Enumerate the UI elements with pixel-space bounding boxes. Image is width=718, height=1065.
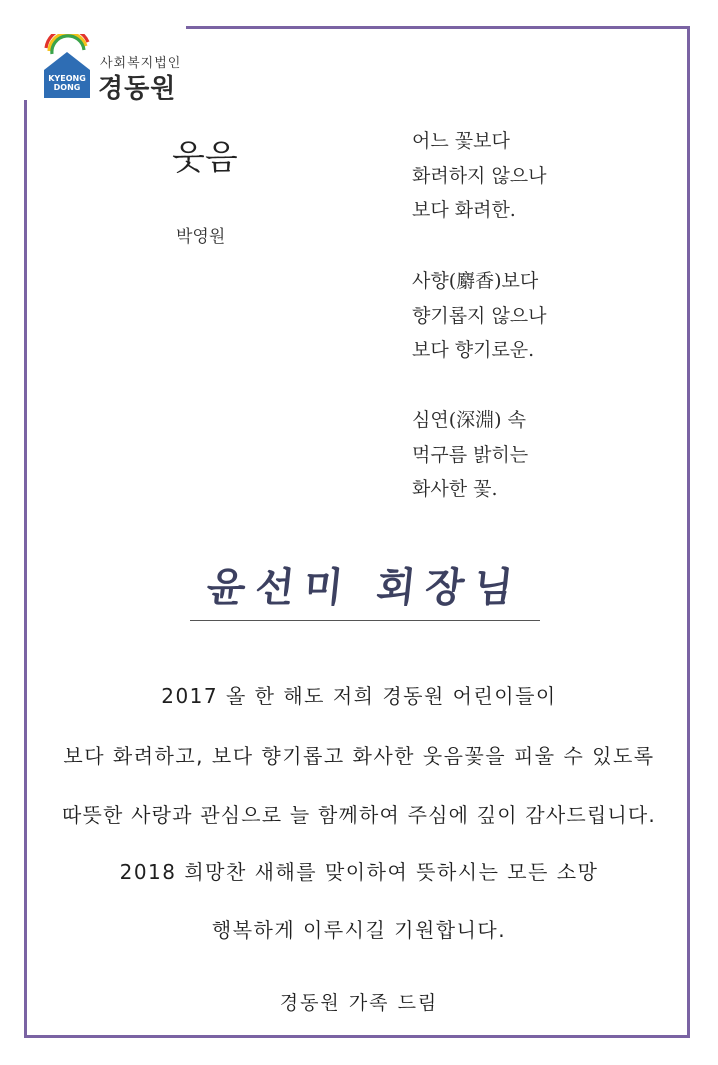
letter-line-4: 2018 희망찬 새해를 맞이하여 뜻하시는 모든 소망 (119, 860, 599, 884)
letter-line-3: 따뜻한 사랑과 관심으로 늘 함께하여 주심에 깊이 감사드립니다. (62, 803, 656, 827)
addressee-heading: 윤선미 회장님 (204, 565, 525, 611)
poem-line: 먹구름 밝히는 (412, 443, 529, 466)
addressee-underline (190, 620, 540, 621)
poem-line: 어느 꽃보다 (412, 130, 510, 152)
poem-title: 웃음 (172, 138, 238, 178)
poem-stanza-1 (412, 124, 547, 228)
letter-line-1: 2017 올 한 해도 저희 경동원 어린이들이 (161, 684, 557, 708)
letter-line-2: 보다 화려하고, 보다 향기롭고 화사한 웃음꽃을 피울 수 있도록 (63, 744, 655, 768)
poem-line: 보다 향기로운. (412, 339, 535, 361)
letter-line-5: 행복하게 이루시길 기원합니다. (211, 918, 507, 942)
poem-line: 화사한 꽃. (412, 478, 498, 500)
poem-line: 사향(麝香)보다 (412, 270, 539, 292)
logo-name: 경동원 (98, 74, 177, 104)
house-logo-icon (42, 34, 92, 98)
letter-frame (24, 26, 690, 1038)
poem-line: 화려하지 않으나 (412, 164, 547, 187)
poem-stanza-2 (412, 264, 547, 368)
letter-signature: 경동원 가족 드림 (279, 992, 439, 1014)
logo-org-type: 사회복지법인 (100, 56, 182, 71)
poem-line: 심연(深淵) 속 (412, 409, 526, 431)
poem-line: 향기롭지 않으나 (412, 304, 547, 327)
poem-line: 보다 화려한. (412, 199, 516, 221)
logo-badge-line2: DONG (53, 83, 81, 92)
logo-badge-line1: KYEONG (48, 74, 86, 83)
logo (14, 16, 186, 104)
poem-author: 박영원 (176, 227, 226, 247)
poem-stanza-3 (412, 403, 528, 507)
